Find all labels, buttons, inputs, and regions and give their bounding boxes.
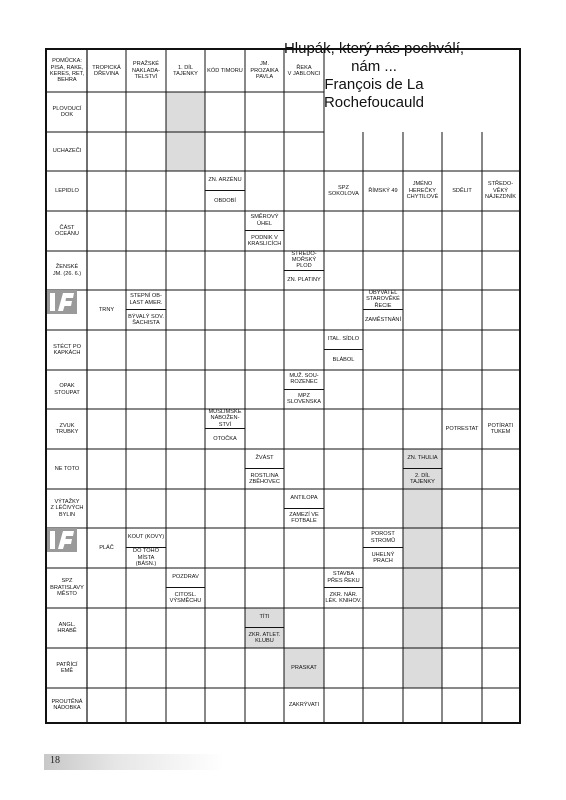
inner-clue: ITAL. SÍDLO [324,330,363,350]
inner-clue: SDĚLIT [452,187,472,194]
inner-clue: ZN. PLATINY [287,277,321,284]
header-clue: PRAŽSKÉ NAKLADA- TELSTVÍ [132,61,160,81]
inner-clue: ZN. ARZÉNU [205,171,245,191]
header-clue: TROPICKÁ DŘEVINA [92,64,121,77]
inner-clue: ZAMĚSTNÁNÍ [364,316,402,323]
inner-clue: STAVBA PŘES ŘEKU [324,568,363,588]
shaded-block [403,528,442,568]
row-clue: ZVUK TRUBKY [55,422,79,435]
inner-clue: OBYVATEL STAROVĚKÉ ŘECIE [363,290,403,310]
inner-clue: ZN. THULIA [403,449,442,469]
puzzle-title [280,40,468,120]
inner-clue: ŽVÁST [245,449,284,469]
row-clue: ČÁST OCEÁNU [55,224,79,237]
inner-clue: BLÁBOL [332,356,355,363]
inner-clue: MUSLIMSKÉ NÁBOŽEN- STVÍ [205,409,245,429]
header-clue: JM. PROZAIKA PAVLA [250,61,279,81]
inner-clue: ANTILOPA [284,489,324,509]
inner-clue: PODNIK V KRASLICÍCH [247,234,282,247]
shaded-block [166,132,205,171]
title-line-1: Hlupák, který nás pochválí, nám ... [283,40,465,75]
inner-clue: TÍTI [245,608,284,628]
publisher-logo [47,290,87,330]
inner-clue: SMĚROVÝ ÚHEL [245,211,284,231]
inner-clue: STŘEDO- MOŘSKÝ PLOD [284,251,324,271]
inner-clue: UHELNÝ PRACH [371,551,395,564]
inner-clue: PLÁČ [99,544,114,551]
inner-clue: BÝVALÝ SOV. ŠACHISTA [128,313,164,326]
inner-clue: POZDRAV [166,568,205,588]
row-clue: PROUTĚNÁ NÁDOBKA [51,698,83,711]
publisher-logo [47,528,87,568]
inner-clue: ROSTLINA ZBĚHOVEC [249,472,280,485]
row-clue: PATŘÍCÍ EMĚ [56,661,78,674]
title-line-2: François de La Rochefoucauld [323,76,425,111]
row-clue: UCHAZEČI [52,148,82,155]
row-clue: PLOVOUCÍ DOK [52,105,82,118]
inner-clue: CITOSL. VÝSMĚCHU [169,591,202,604]
row-clue: NE TOTO [54,465,80,472]
inner-clue: ZAMEZÍ VE FOTBALE [289,511,319,525]
header-clue: POMŮCKA: PISA, RAKE, KERES, RET, BEHRA [49,58,85,84]
inner-clue: MUŽ. SOU- ROZENEC [284,370,324,390]
header-clue: ŘEKA V JABLONCI [287,64,321,77]
page-footer [44,754,224,770]
crossword-grid [45,48,521,724]
header-clue: KÓD TIMORU [207,67,243,74]
shaded-block [403,489,442,528]
inner-clue: OTOČKA [213,435,237,442]
inner-clue: POROST STROMŮ [363,528,403,548]
shaded-block [403,648,442,688]
shaded-block [403,608,442,648]
inner-clue: TRNY [98,306,115,313]
row-clue: SPZ BRATISLAVY MĚSTO [50,578,84,598]
inner-clue: JMÉNO HEREČKY CHYTILOVÉ [406,181,439,201]
inner-clue: ZAKRÝVATI [288,701,320,708]
row-clue: OPAK STOUPAT [54,383,80,396]
row-clue: LEPIDLO [55,187,79,194]
page-number: 18 [50,755,60,766]
inner-clue: ZKR. NÁR. LÉK. KNIHOV. [325,591,362,604]
inner-clue: ŘÍMSKÝ 49 [368,187,398,194]
inner-clue: SPZ SOKOLOVA [328,184,359,197]
inner-clue: POTRESTAT [445,425,479,432]
inner-clue: 2. DÍL TAJENKY [410,472,435,485]
inner-clue: STEPNÍ OB- LAST AMER. [126,290,166,310]
row-clue: ANGL. HRABĚ [57,621,77,634]
inner-clue: MPZ SLOVENSKA [287,392,321,406]
inner-clue: OBDOBÍ [214,197,236,204]
row-clue: STÉCT PO KAPKÁCH [53,343,81,356]
inner-clue: KOUT (KOVY) [126,528,166,548]
inner-clue: STŘEDO- VĚKÝ NÁJEZDNÍK [484,181,517,201]
inner-clue: POTÍRATI TUKEM [487,422,514,435]
row-clue: VÝTAŽKY Z LÉČIVÝCH BYLIN [50,498,84,518]
inner-clue: ZKR. ATLET. KLUBU [248,631,281,644]
row-clue: ŽENSKÉ JM. (26. 6.) [52,264,82,277]
inner-clue: PRASKAT [291,664,317,671]
shaded-block [166,92,205,132]
shaded-block [403,568,442,608]
inner-clue: DO TOHO MÍSTA (BÁSN.) [133,548,159,568]
header-clue: 1. DÍL TAJENKY [173,64,198,77]
